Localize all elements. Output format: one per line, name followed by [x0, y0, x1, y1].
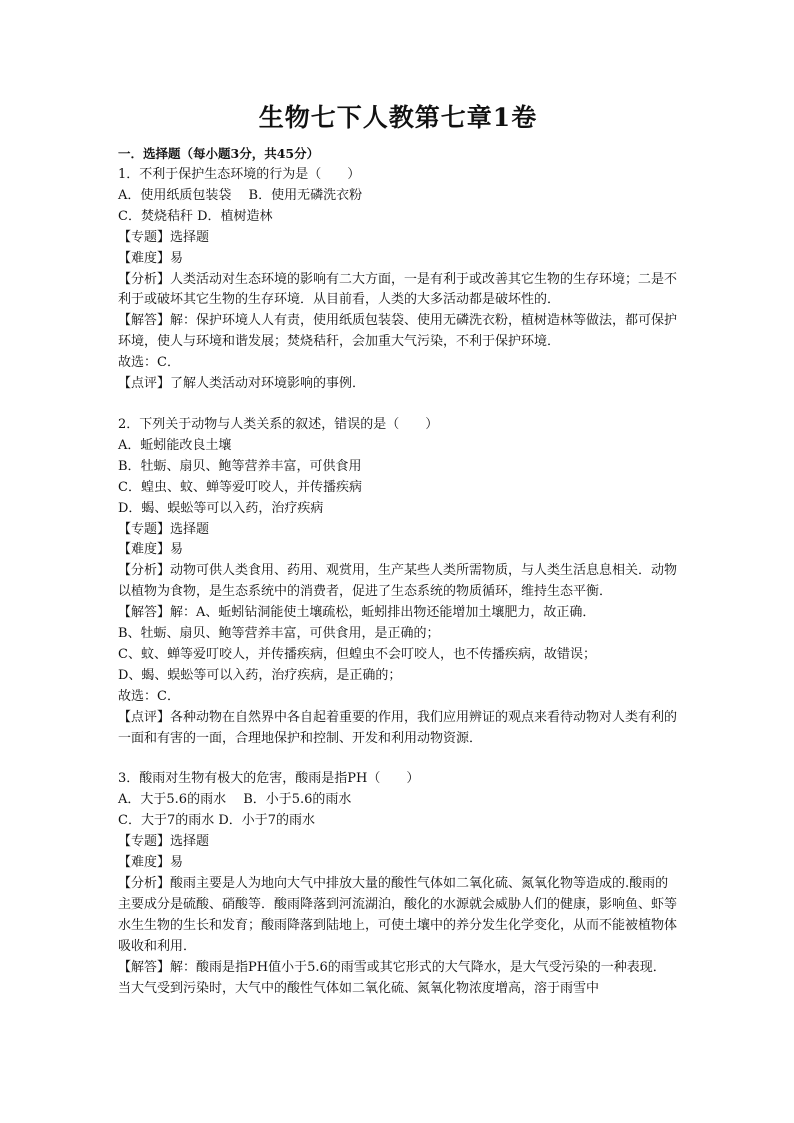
question-options: C．焚烧秸秆 D．植树造林: [118, 208, 273, 224]
question-options: A．大于5.6的雨水 B．小于5.6的雨水: [118, 792, 352, 808]
question-answer: 【解答】解：保护环境人人有责，使用纸质包装袋、使用无磷洗衣粉，植树造林等做法，都可保护环境，使人与环境和谐发展；焚烧秸秆，会加重大气污染，不利于保护环境．: [118, 313, 678, 350]
question-analysis: 【分析】酸雨主要是人为地向大气中排放大量的酸性气体如二氧化硫、氮氧化物等造成的.酸雨的主要成分是硫酸、硝酸等．酸雨降落到河流湖泊，酸化的水源就会威胁人们的健康，影响鱼、虾等水生生物的生长和发育；酸雨降落到陆地上，可使土壤中的养分发生化学变化，从而不能被植物体吸收和利用．: [118, 876, 678, 954]
question-choice: 故选：C．: [118, 688, 180, 704]
question-3: [118, 769, 678, 999]
document-page: [118, 98, 678, 999]
question-options: C．大于7的雨水 D．小于7的雨水: [118, 813, 316, 829]
question-comment: 【点评】了解人类活动对环境影响的事例．: [118, 376, 366, 392]
question-difficulty: 【难度】易: [118, 542, 184, 558]
question-answer: B、牡蛎、扇贝、鲍等营养丰富，可供食用，是正确的；: [118, 626, 440, 642]
question-option-c: C．蝗虫、蚊、蝉等爱叮咬人，并传播疾病: [118, 479, 362, 495]
question-stem: 2．下列关于动物与人类关系的叙述，错误的是（ ）: [118, 416, 439, 432]
spacer: [118, 749, 678, 769]
question-answer: 【解答】解：A、蚯蚓钻洞能使土壤疏松，蚯蚓排出物还能增加土壤肥力，故正确．: [118, 605, 596, 621]
section-heading: 一．选择题（每小题3分，共45分）: [118, 146, 320, 161]
question-answer: D、蝎、蜈蚣等可以入药，治疗疾病，是正确的；: [118, 667, 402, 683]
question-option-a: A．蚯蚓能改良土壤: [118, 437, 232, 453]
question-1: [118, 165, 678, 395]
question-2: [118, 415, 678, 750]
question-option-b: B．牡蛎、扇贝、鲍等营养丰富，可供食用: [118, 458, 362, 474]
question-topic: 【专题】选择题: [118, 229, 210, 245]
question-answer: C、蚊、蝉等爱叮咬人，并传播疾病，但蝗虫不会叮咬人，也不传播疾病，故错误；: [118, 646, 596, 662]
question-difficulty: 【难度】易: [118, 250, 184, 266]
document-title: 生物七下人教第七章1卷: [258, 103, 538, 132]
question-topic: 【专题】选择题: [118, 521, 210, 537]
question-choice: 故选：C．: [118, 355, 180, 371]
question-options: A．使用纸质包装袋 B．使用无磷洗衣粉: [118, 187, 363, 203]
question-analysis: 【分析】人类活动对生态环境的影响有二大方面，一是有利于或改善其它生物的生存环境；二是不利于或破坏其它生物的生存环境．从目前看，人类的大多活动都是破坏性的．: [118, 271, 678, 308]
question-stem: 3．酸雨对生物有极大的危害，酸雨是指PH（ ）: [118, 771, 420, 787]
question-difficulty: 【难度】易: [118, 855, 184, 871]
spacer: [118, 395, 678, 415]
question-topic: 【专题】选择题: [118, 834, 210, 850]
question-stem: 1．不利于保护生态环境的行为是（ ）: [118, 167, 361, 182]
question-answer: 【解答】解：酸雨是指PH值小于5.6的雨雪或其它形式的大气降水，是大气受污染的一种表现．当大气受到污染时，大气中的酸性气体如二氧化硫、氮氧化物浓度增高，溶于雨雪中: [118, 959, 666, 996]
question-analysis: 【分析】动物可供人类食用、药用、观赏用，生产某些人类所需物质，与人类生活息息相关．动物以植物为食物，是生态系统中的消费者，促进了生态系统的物质循环，维持生态平衡．: [118, 563, 678, 600]
question-option-d: D．蝎、蜈蚣等可以入药，治疗疾病: [118, 500, 324, 516]
question-comment: 【点评】各种动物在自然界中各自起着重要的作用，我们应用辨证的观点来看待动物对人类有利的一面和有害的一面，合理地保护和控制、开发和利用动物资源．: [118, 709, 678, 746]
